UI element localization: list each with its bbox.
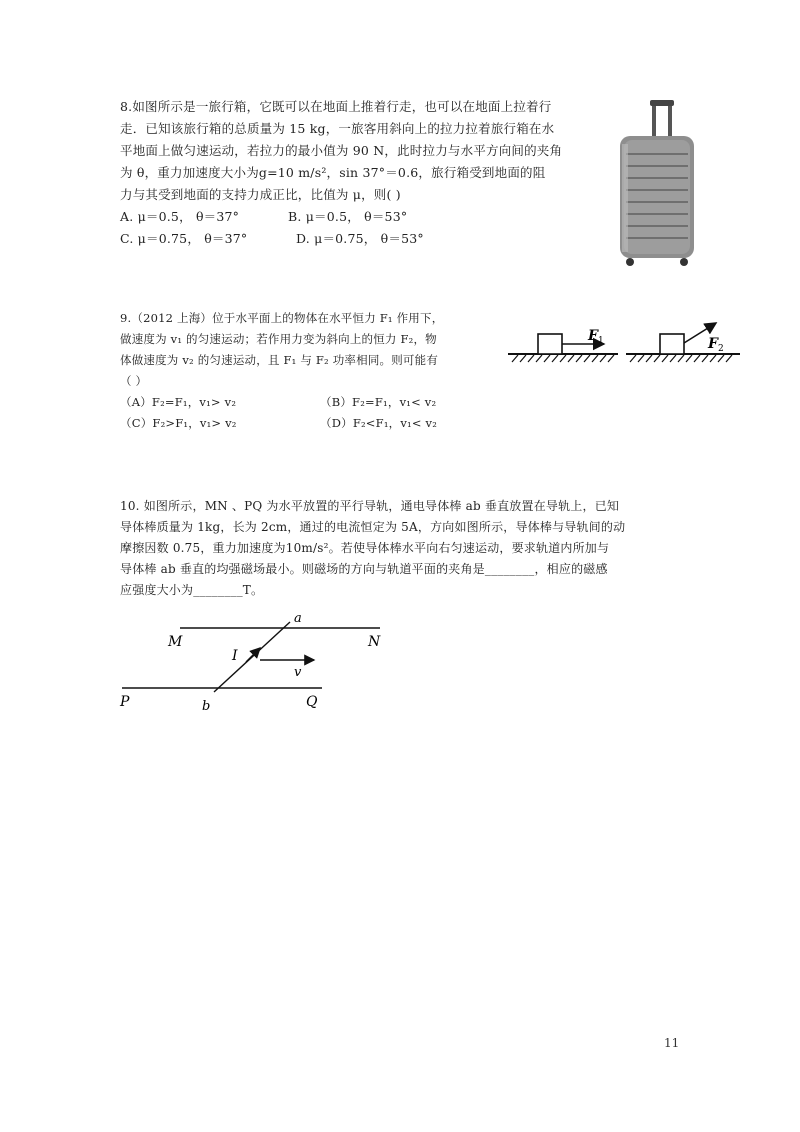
label-v: v	[294, 665, 302, 680]
q8-line-4: 为 θ，重力加速度大小为g=10 m/s²，sin 37°＝0.6，旅行箱受到地面的阻	[120, 165, 546, 180]
f1-label: F	[588, 328, 598, 344]
q8-options-row-2	[120, 228, 610, 250]
q10-line-4: 导体棒 ab 垂直的均强磁场最小。则磁场的方向与轨道平面的夹角是________，相应的磁感	[120, 562, 608, 576]
page-number: 11	[664, 1036, 680, 1050]
rod-ab	[214, 622, 290, 692]
label-b: b	[202, 699, 211, 714]
block-1	[538, 334, 562, 354]
suitcase-handle-right	[668, 102, 672, 140]
q9-line-1: 9.（2012 上海）位于水平面上的物体在水平恒力 F₁ 作用下，	[120, 311, 444, 325]
q9-option-d: （D）F₂<F₁，v₁< v₂	[320, 416, 438, 430]
q8-line-1: 8.如图所示是一旅行箱，它既可以在地面上推着行走，也可以在地面上拉着行	[120, 99, 552, 114]
q9-line-4: （ ）	[120, 374, 148, 388]
q9-line-3: 体做速度为 v₂ 的匀速运动，且 F₁ 与 F₂ 功率相同。则可能有	[120, 353, 439, 367]
label-i: I	[232, 648, 238, 664]
q10-line-2: 导体棒质量为 1kg，长为 2cm，通过的电流恒定为 5A，方向如图所示，导体棒与导轨间的动	[120, 520, 626, 534]
q10-rail-figure	[110, 610, 400, 720]
ground-left-hatch	[512, 355, 614, 362]
q8-option-a: A. μ＝0.5， θ＝37°	[120, 209, 240, 224]
q8-line-3: 平地面上做匀速运动，若拉力的最小值为 90 N，此时拉力与水平方向间的夹角	[120, 143, 563, 158]
question-8	[120, 96, 610, 250]
suitcase-image	[612, 98, 704, 270]
q9-option-b: （B）F₂=F₁，v₁< v₂	[320, 395, 437, 409]
f1-subscript: 1	[598, 336, 604, 346]
f2-label: F	[708, 336, 718, 352]
q9-option-c: （C）F₂>F₁，v₁> v₂	[120, 416, 237, 430]
ground-right-hatch	[630, 355, 732, 362]
q8-line-2: 走．已知该旅行箱的总质量为 15 kg，一旅客用斜向上的拉力拉着旅行箱在水	[120, 121, 555, 136]
label-a: a	[294, 611, 302, 626]
question-10	[120, 496, 625, 601]
label-p: P	[120, 694, 130, 710]
block-2	[660, 334, 684, 354]
suitcase-wheel	[680, 258, 688, 266]
q8-options-row-1	[120, 206, 610, 228]
suitcase-handle-left	[652, 102, 656, 140]
q9-options-row-1	[120, 392, 443, 413]
q8-option-d: D. μ＝0.75， θ＝53°	[296, 231, 424, 246]
q9-option-a: （A）F₂=F₁，v₁> v₂	[120, 395, 237, 409]
suitcase-handle-grip	[650, 100, 674, 106]
q10-line-3: 摩擦因数 0.75，重力加速度为10m/s²。若使导体棒水平向右匀速运动，要求轨道内所加与	[120, 541, 610, 555]
q8-line-5: 力与其受到地面的支持力成正比，比值为 μ，则( )	[120, 187, 401, 202]
q10-line-1: 10. 如图所示，MN 、PQ 为水平放置的平行导轨，通电导体棒 ab 垂直放置在导轨上，已知	[120, 499, 620, 513]
label-q: Q	[306, 694, 318, 710]
current-arrow	[246, 648, 260, 662]
q10-line-5: 应强度大小为________T。	[120, 583, 264, 597]
label-m: M	[168, 634, 183, 650]
q8-option-b: B. μ＝0.5， θ＝53°	[288, 209, 408, 224]
suitcase-wheel	[626, 258, 634, 266]
label-n: N	[368, 634, 381, 650]
q9-line-2: 做速度为 v₁ 的匀速运动；若作用力变为斜向上的恒力 F₂，物	[120, 332, 437, 346]
f2-subscript: 2	[718, 344, 724, 354]
q9-options-row-2	[120, 413, 443, 434]
q8-option-c: C. μ＝0.75， θ＝37°	[120, 231, 248, 246]
question-9	[120, 308, 443, 434]
suitcase-front	[624, 140, 690, 254]
q9-force-figure	[504, 318, 744, 370]
